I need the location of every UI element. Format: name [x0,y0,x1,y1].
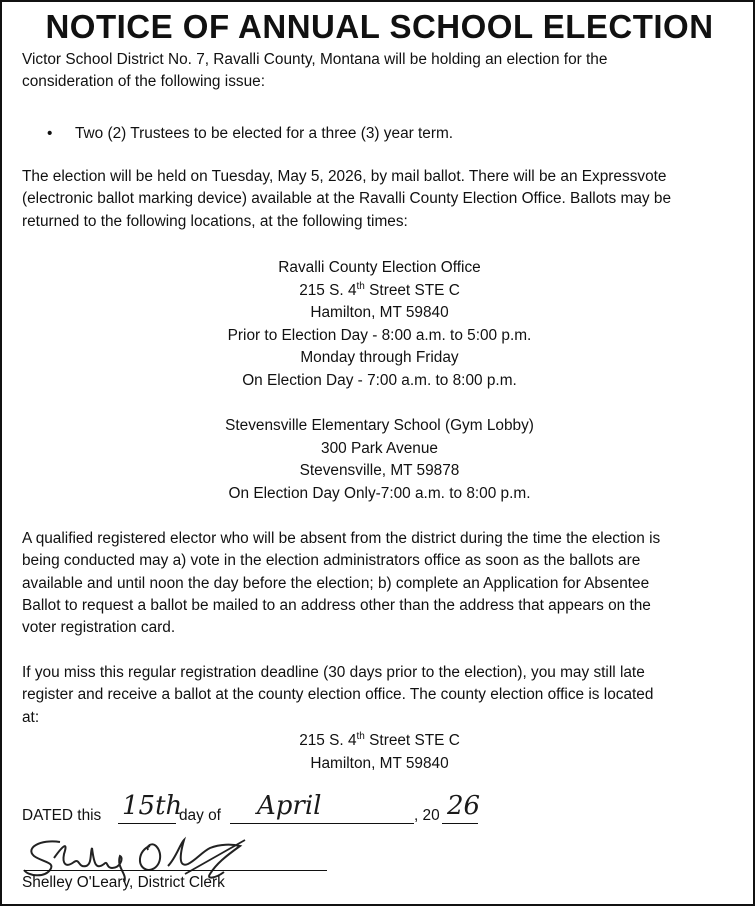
location-election-office: Ravalli County Election Office 215 S. 4th Street STE C Hamilton, MT 59840 Prior to Election Day - 8:00 a.m. to 5:00 p.m. Monday through Friday On Election Day - 7:00 a.m. to 8:00 p.m. [227,259,532,389]
issue-bullet: • Two (2) Trustees to be elected for a three (3) year term. [47,123,453,145]
absentee-paragraph: A qualified registered elector who will be absent from the district during the time the election is being conducted may a) vote in the election administrators office as soon as the ballots are available and until noon the day before the election; b) complete an Application for Absentee Ballot to request a ballot be mailed to an address other than the address that appears on the voter registration card. [22,530,661,637]
location-stevensville-school: Stevensville Elementary School (Gym Lobby) 300 Park Avenue Stevensville, MT 59878 On Election Day Only-7:00 a.m. to 8:00 p.m. [225,417,534,502]
year-prefix: , 20 [414,807,440,824]
notice-title: NOTICE OF ANNUAL SCHOOL ELECTION [45,8,714,45]
dated-middle: day of [179,807,221,824]
bullet-icon: • [47,125,53,142]
signer-name: Shelley O'Leary, District Clerk [22,874,225,891]
election-info-paragraph: The election will be held on Tuesday, May 5, 2026, by mail ballot. There will be an Expressvote (electronic ballot marking device) available at the Ravalli County Election Office. Ballots may be returned to the following locations, at the following times: [22,168,671,230]
intro-paragraph: Victor School District No. 7, Ravalli County, Montana will be holding an election for the consideration of the following issue: [22,51,608,91]
month-handwritten: April [257,791,322,821]
dated-prefix: DATED this [22,807,102,824]
dated-line [22,791,542,831]
day-handwritten: 15th [122,791,183,821]
signature-line [24,870,327,871]
county-office-address: 215 S. 4th Street STE C Hamilton, MT 59840 [299,730,460,772]
year-handwritten: 26 [447,791,481,821]
late-registration-paragraph: If you miss this regular registration deadline (30 days prior to the election), you may still late register and receive a ballot at the county election office. The county election office is located at: [22,664,654,726]
